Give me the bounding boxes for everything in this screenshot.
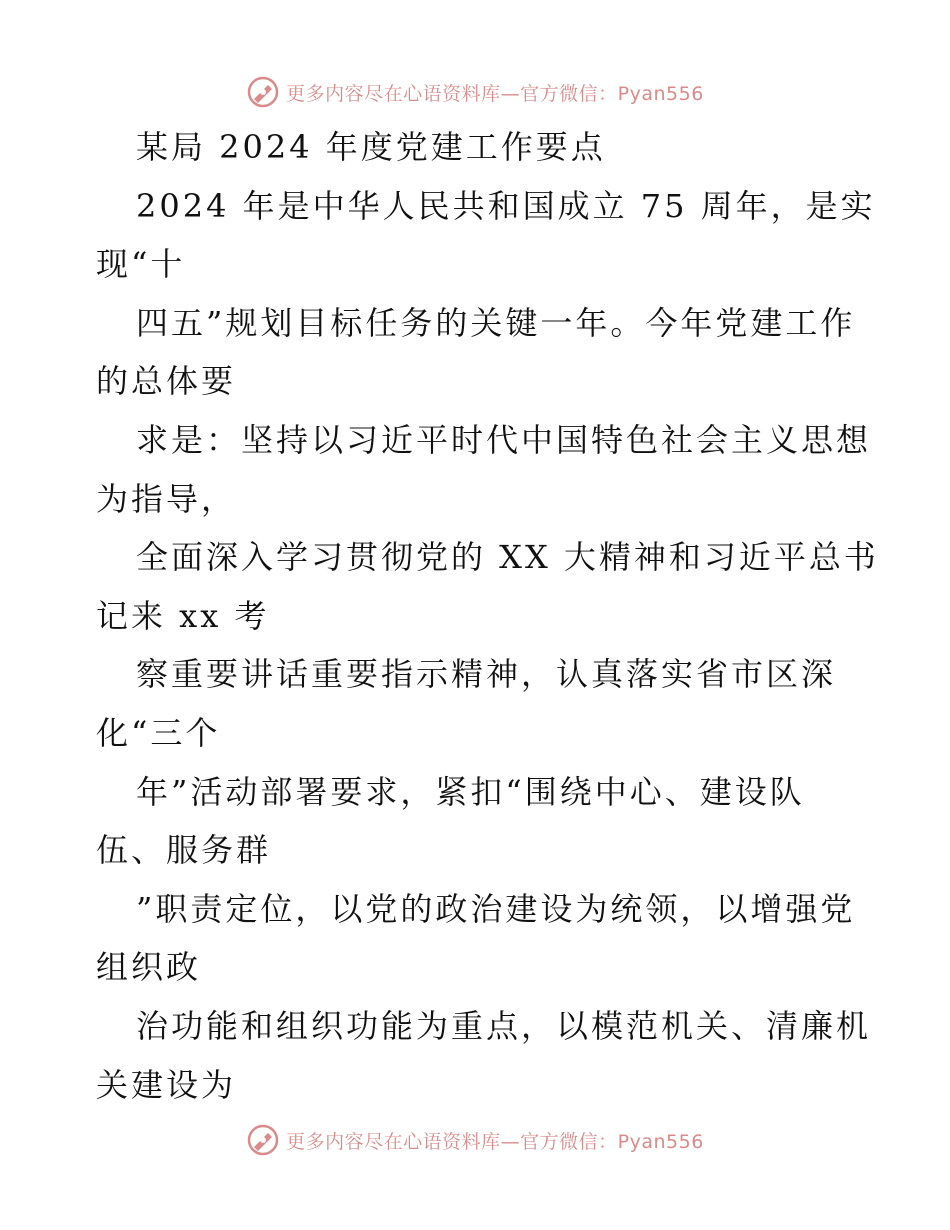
- document-line: ”职责定位，以党的政治建设为统领，以增强党: [136, 889, 856, 928]
- document-line: 记来 xx 考: [96, 596, 270, 635]
- document-line: 关建设为: [96, 1065, 237, 1104]
- pen-logo-icon: [246, 75, 280, 109]
- document-line: 化“三个: [96, 713, 221, 752]
- document-line: 为指导，: [96, 479, 237, 518]
- document-line: 四五”规划目标任务的关键一年。今年党建工作: [136, 303, 856, 342]
- document-line: 年”活动部署要求，紧扣“围绕中心、建设队: [136, 772, 805, 811]
- document-line: 的总体要: [96, 362, 237, 401]
- document-line: 全面深入学习贯彻党的 XX 大精神和习近平总书: [136, 538, 879, 577]
- watermark-banner-top: [0, 72, 950, 112]
- document-body: [96, 118, 879, 1114]
- document-line: 组织政: [96, 948, 202, 987]
- document-line: 2024 年是中华人民共和国成立 75 周年，是实: [136, 186, 876, 225]
- watermark-text: 更多内容尽在心语资料库—官方微信：Pyan556: [286, 1130, 704, 1153]
- document-line: 求是：坚持以习近平时代中国特色社会主义思想: [136, 420, 872, 459]
- document-title: 某局 2024 年度党建工作要点: [136, 128, 606, 166]
- watermark-banner-bottom: [0, 1120, 950, 1160]
- watermark-text: 更多内容尽在心语资料库—官方微信：Pyan556: [286, 82, 704, 105]
- document-line: 治功能和组织功能为重点，以模范机关、清廉机: [136, 1006, 872, 1045]
- document-line: 现“十: [96, 245, 186, 284]
- document-line: 察重要讲话重要指示精神，认真落实省市区深: [136, 655, 837, 694]
- document-line: 伍、服务群: [96, 831, 272, 870]
- pen-logo-icon: [246, 1123, 280, 1157]
